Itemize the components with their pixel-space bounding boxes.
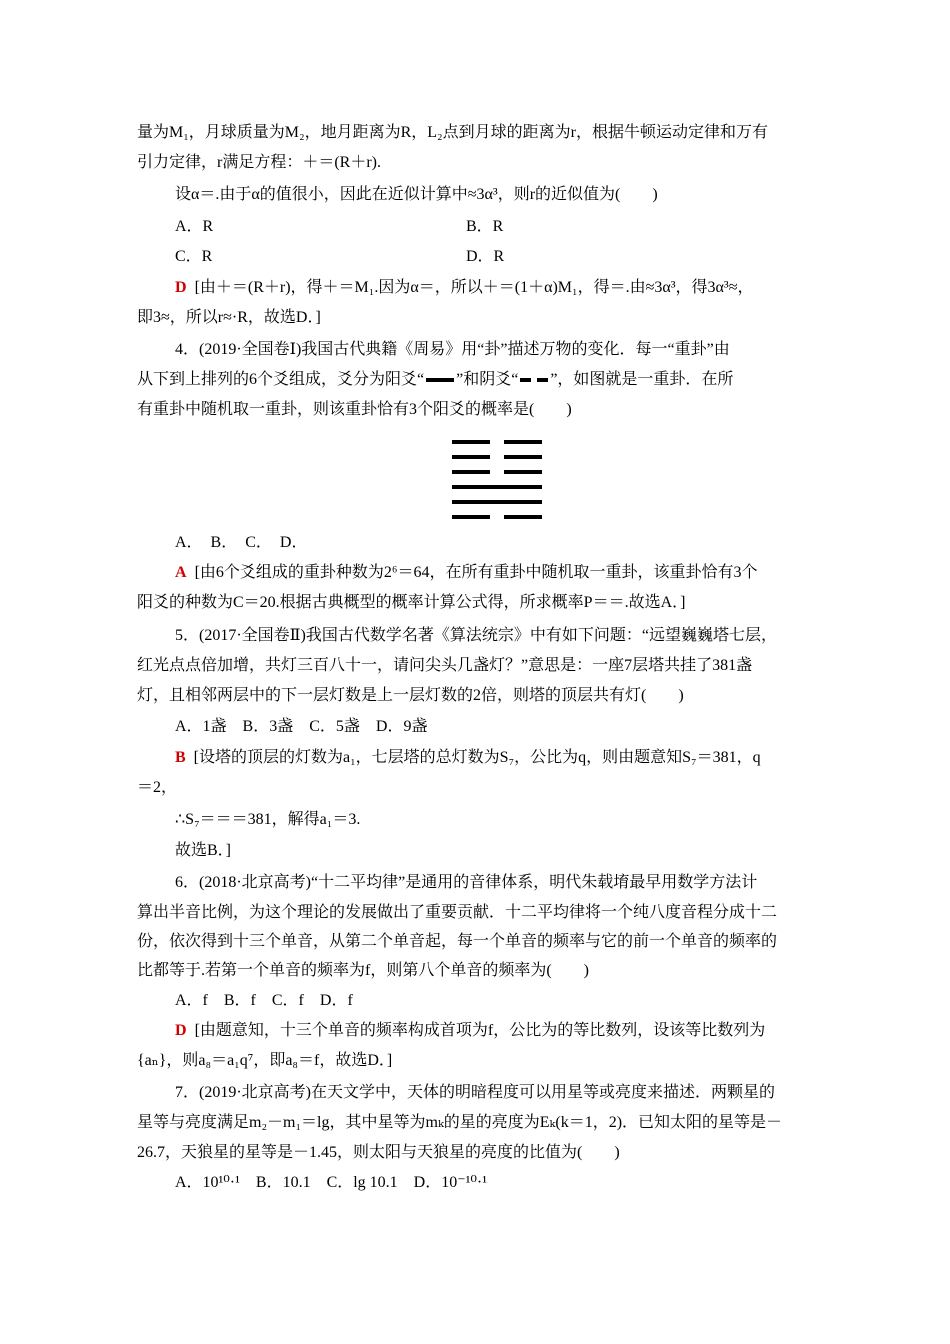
yin-line-left (452, 455, 490, 459)
question-6-options: A．f B．f C．f D．f (175, 992, 353, 1009)
answer-line: ＝2， (137, 779, 178, 796)
text-segment: ”，如图就是一重卦．在所 (550, 371, 734, 388)
question-4-options: A． B． C． D． (175, 534, 308, 551)
answer-line (175, 563, 855, 583)
yang-line (452, 485, 542, 489)
question-7-line: 7．(2019·北京高考)在天文学中，天体的明暗程度可以用星等或亮度来描述．两颗星的 (175, 1084, 775, 1101)
text-segment: 从下到上排列的6个爻组成，爻分为阳爻“ (137, 371, 425, 388)
answer-text: [由＋＝(R＋r)，得＋＝M₁.因为α＝，所以＋＝(1＋α)M₁，得＝.由≈3α³，得3α³≈， (194, 279, 754, 296)
question-5-line: 灯，且相邻两层中的下一层灯数是上一层灯数的2倍，则塔的顶层共有灯( ) (137, 687, 684, 704)
yin-line-right (504, 515, 542, 519)
answer-line: ∴S₇＝＝＝381，解得a₁＝3. (175, 811, 361, 828)
yin-line-right (504, 470, 542, 474)
question-5-line: 红光点点倍加增，共灯三百八十一，请问尖头几盏灯？”意思是：一座7层塔共挂了381盏 (137, 657, 753, 674)
option-b: B．R (466, 218, 504, 235)
question-6-line: 比都等于.若第一个单音的频率为f，则第八个单音的频率为( ) (137, 962, 589, 979)
option-d: D．R (466, 248, 505, 265)
answer-line (175, 748, 855, 768)
yin-line-right (504, 440, 542, 444)
answer-line: 阳爻的种数为C＝20.根据古典概型的概率计算公式得，所求概率P＝＝.故选A．] (137, 594, 686, 611)
question-stem: 设α＝.由于α的值很小，因此在近似计算中≈3α³，则r的近似值为( ) (175, 186, 658, 203)
option-a: A．R (175, 218, 214, 235)
question-5-line: 5．(2017·全国卷Ⅱ)我国古代数学名著《算法统宗》中有如下问题：“远望巍巍塔七层， (175, 627, 777, 644)
answer-line (175, 278, 855, 298)
question-4-line: 4．(2019·全国卷Ⅰ)我国古代典籍《周易》用“卦”描述万物的变化．每一“重卦”由 (175, 341, 730, 358)
yang-line (452, 500, 542, 504)
answer-letter: A (175, 564, 187, 581)
question-6-line: 份，依次得到十三个单音，从第二个单音起，每一个单音的频率与它的前一个单音的频率的 (137, 933, 778, 950)
option-c: C．R (175, 248, 213, 265)
answer-line (175, 1021, 855, 1041)
answer-letter: B (175, 749, 186, 766)
answer-line: {aₙ}，则a₈＝a₁q⁷，即a₈＝f，故选D．] (137, 1052, 393, 1069)
yin-line-left (452, 470, 490, 474)
text-line: 引力定律，r满足方程：＋＝(R＋r). (137, 154, 381, 171)
yang-line-symbol (426, 378, 454, 382)
question-7-line: 星等与亮度满足m₂－m₁＝lg，其中星等为mₖ的星的亮度为Eₖ(k＝1，2)．已知太阳的星等是－ (137, 1114, 783, 1131)
answer-line: 故选B．] (175, 842, 232, 859)
question-4-line: 有重卦中随机取一重卦，则该重卦恰有3个阳爻的概率是( ) (137, 401, 572, 418)
yin-line-left (452, 515, 490, 519)
question-6-line: 6．(2018·北京高考)“十二平均律”是通用的音律体系，明代朱载堉最早用数学方法计 (175, 874, 758, 891)
question-5-options: A．1盏 B．3盏 C．5盏 D．9盏 (175, 718, 428, 735)
answer-text: [设塔的顶层的灯数为a₁，七层塔的总灯数为S₇，公比为q，则由题意知S₇＝381，q (193, 749, 761, 766)
answer-text: [由题意知，十三个单音的频率构成首项为f，公比为的等比数列，设该等比数列为 (194, 1022, 766, 1039)
question-6-line: 算出半音比例，为这个理论的发展做出了重要贡献．十二平均律将一个纯八度音程分成十二 (137, 904, 778, 921)
question-7-line: 26.7，天狼星的星等是－1.45，则太阳与天狼星的亮度的比值为( ) (137, 1144, 620, 1161)
question-7-options: A．10¹⁰·¹ B．10.1 C．lg 10.1 D．10⁻¹⁰·¹ (175, 1174, 488, 1191)
yin-line-symbol (520, 378, 548, 382)
question-4-line (137, 370, 817, 390)
answer-text: [由6个爻组成的重卦种数为2⁶＝64，在所有重卦中随机取一重卦，该重卦恰有3个 (194, 564, 758, 581)
text-line: 量为M₁，月球质量为M₂，地月距离为R，L₂点到月球的距离为r，根据牛顿运动定律和万有 (137, 124, 768, 141)
text-segment: ”和阴爻“ (456, 371, 519, 388)
yin-line-left (452, 440, 490, 444)
answer-letter: D (175, 279, 187, 296)
answer-line: 即3≈，所以r≈·R，故选D．] (137, 309, 321, 326)
yin-line-right (504, 455, 542, 459)
answer-letter: D (175, 1022, 187, 1039)
